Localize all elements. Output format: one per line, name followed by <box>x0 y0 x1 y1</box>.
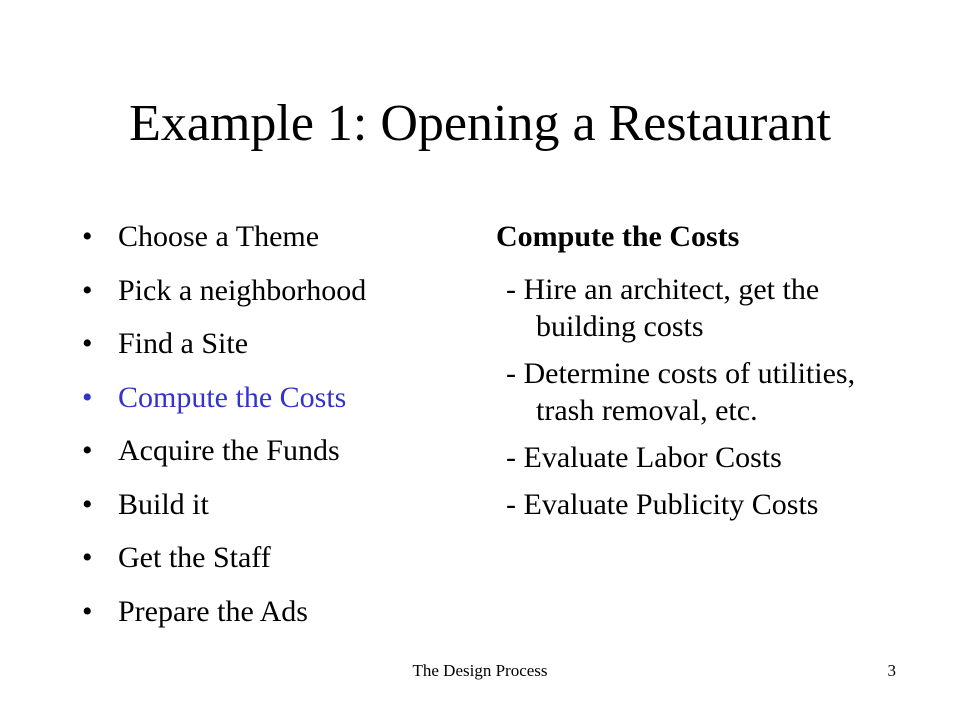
bullet-text: Acquire the Funds <box>118 434 340 467</box>
bullet-list <box>82 218 482 646</box>
bullet-text: Compute the Costs <box>118 380 347 414</box>
bullet-item <box>82 325 482 362</box>
bullet-item <box>82 272 482 309</box>
bullet-icon: • <box>82 434 93 467</box>
detail-item: - Hire an architect, get the building costs <box>506 273 820 343</box>
page-number: 3 <box>887 661 896 680</box>
bullet-item <box>82 486 482 523</box>
footer-title: The Design Process <box>412 661 548 680</box>
bullet-text: Prepare the Ads <box>118 594 308 628</box>
bullet-text: Find a Site <box>118 327 249 360</box>
bullet-item <box>82 539 482 576</box>
bullet-icon: • <box>82 541 93 574</box>
bullet-text: Choose a Theme <box>118 220 320 253</box>
detail-item: - Determine costs of utilities, trash removal, etc. <box>506 357 856 427</box>
slide-title: Example 1: Opening a Restaurant <box>129 95 831 152</box>
bullet-icon: • <box>82 594 93 628</box>
bullet-icon: • <box>82 273 93 307</box>
bullet-text: Get the Staff <box>118 541 271 574</box>
bullet-item <box>82 593 482 630</box>
bullet-icon: • <box>82 487 93 521</box>
bullet-icon: • <box>82 327 93 360</box>
detail-heading: Compute the Costs <box>496 220 740 253</box>
bullet-item-highlighted <box>82 379 482 416</box>
detail-item: - Evaluate Labor Costs <box>506 441 782 474</box>
bullet-text: Build it <box>118 487 209 521</box>
bullet-item <box>82 432 482 469</box>
bullet-text: Pick a neighborhood <box>118 273 367 307</box>
bullet-icon: • <box>82 220 93 253</box>
detail-panel <box>496 218 896 533</box>
bullet-item <box>82 218 482 255</box>
detail-item: - Evaluate Publicity Costs <box>506 488 819 521</box>
bullet-icon: • <box>82 380 93 414</box>
